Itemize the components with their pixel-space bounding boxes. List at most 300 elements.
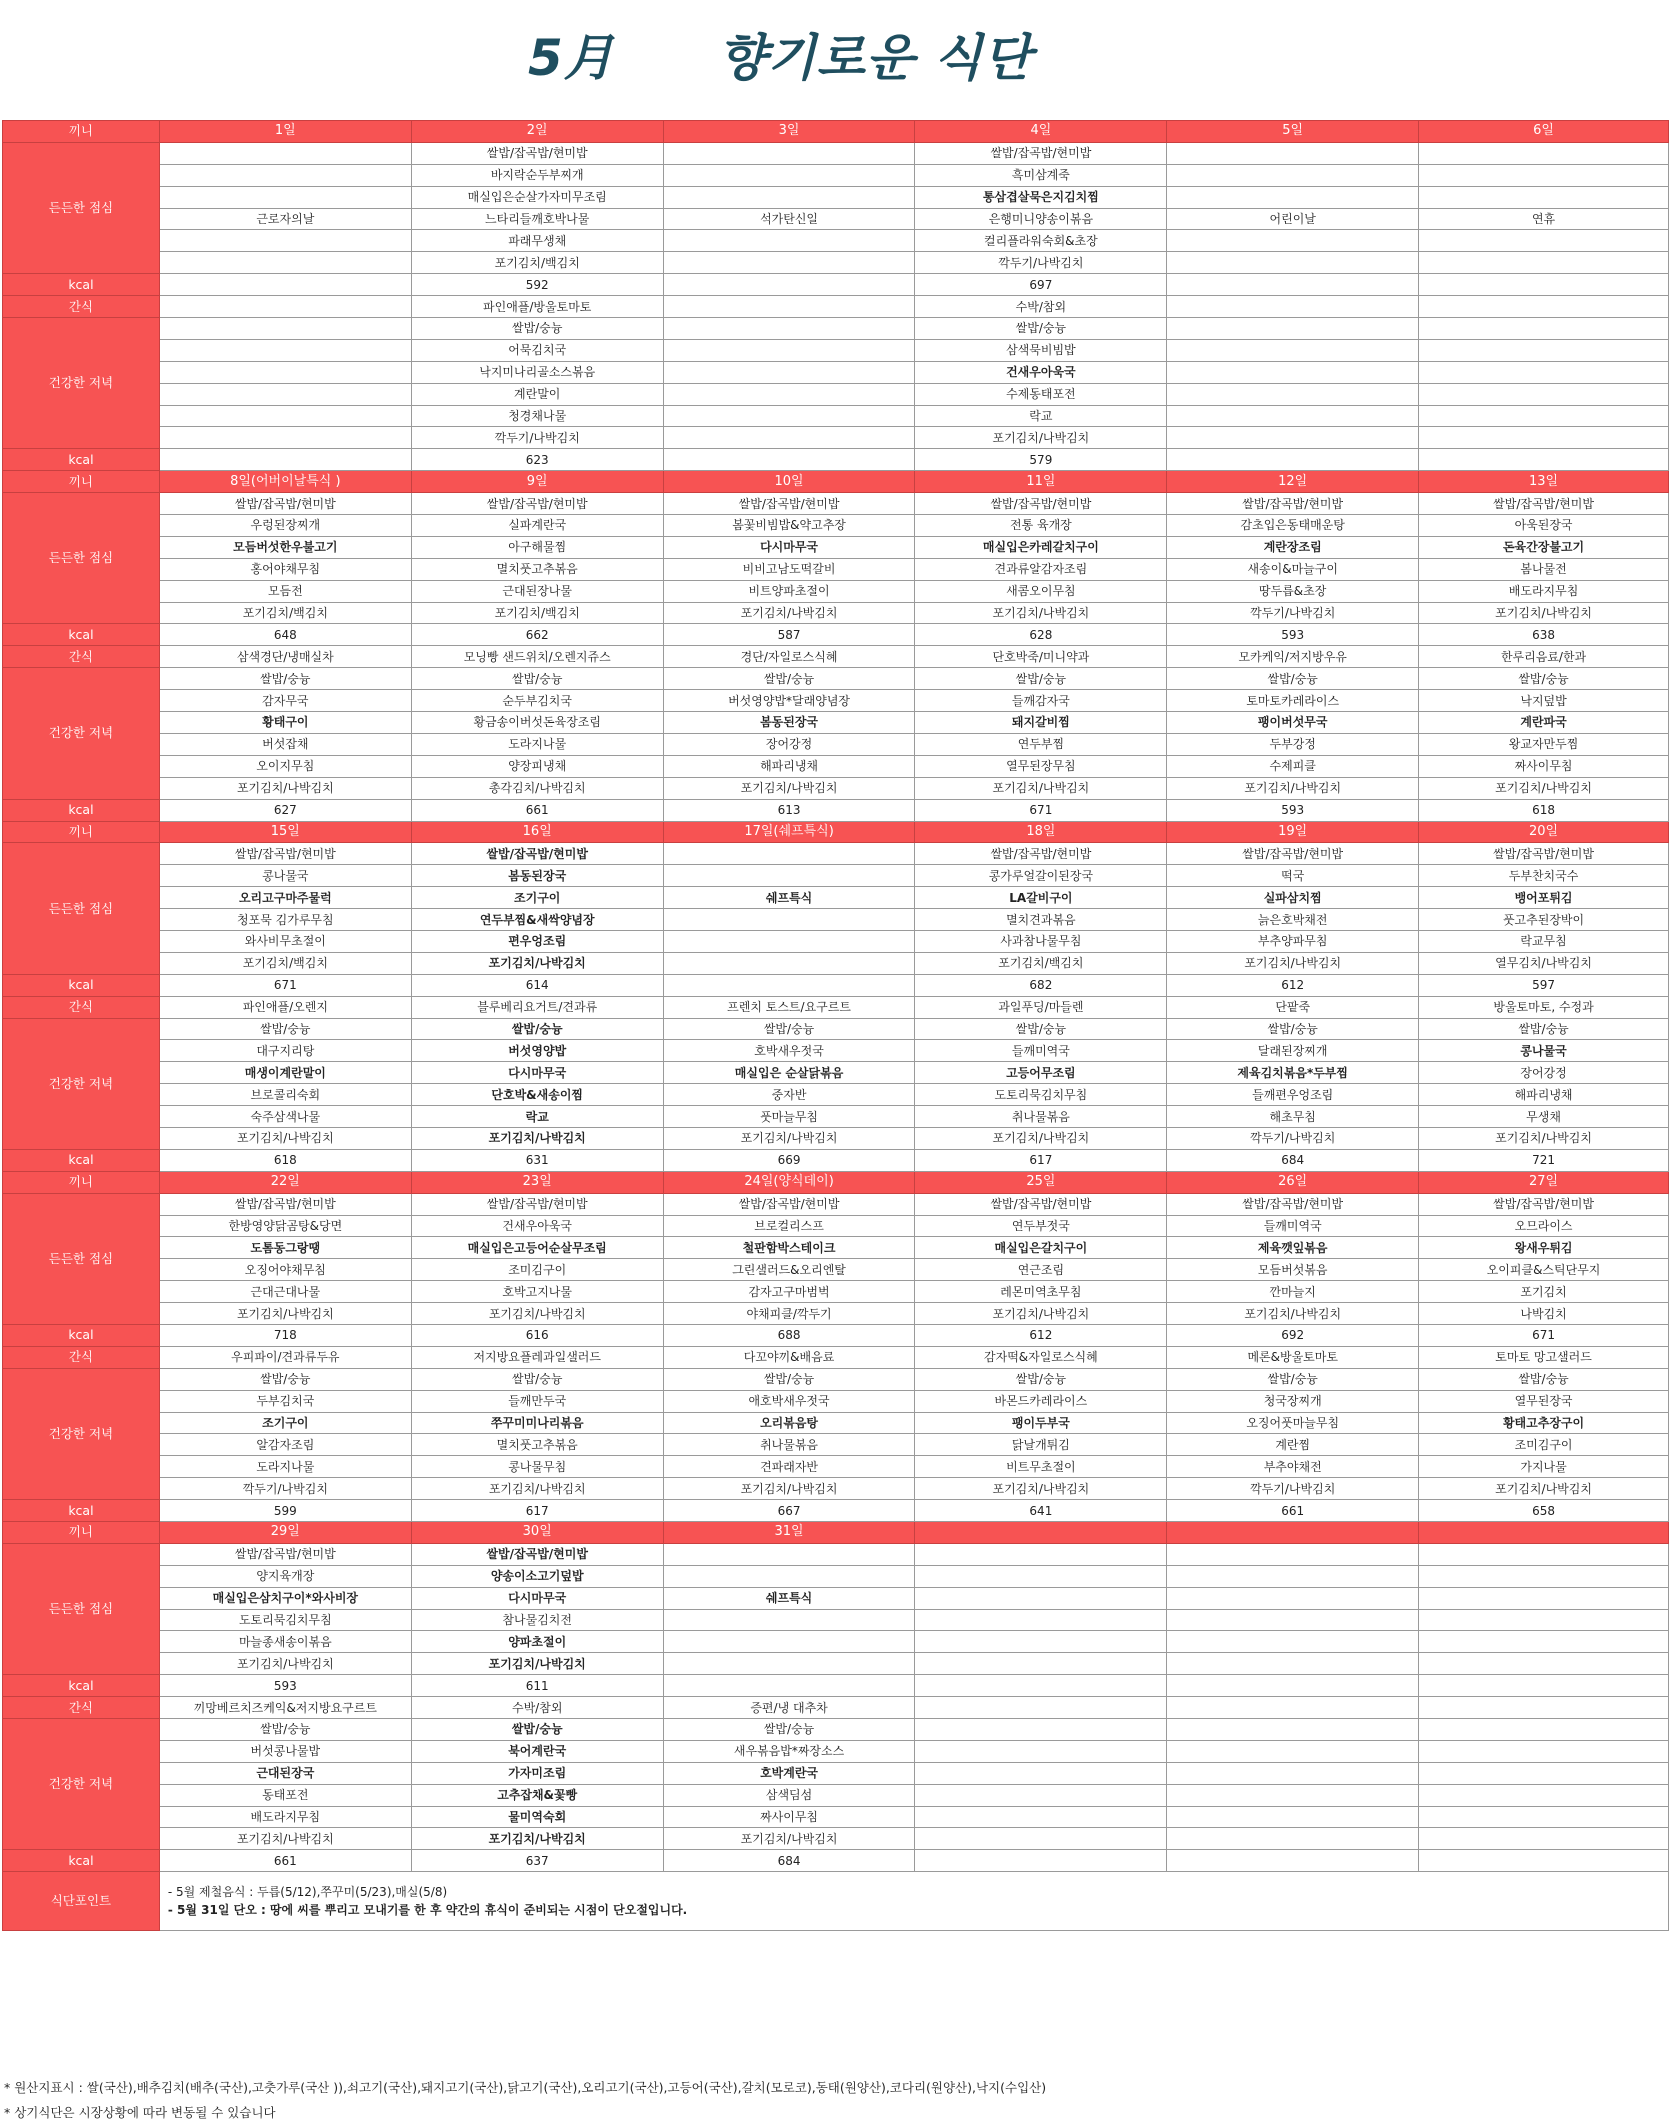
- lunch-item: 연휴: [1419, 208, 1669, 230]
- dinner-item: 포기김치/나박김치: [915, 1478, 1167, 1500]
- dinner-item: 해초무침: [1167, 1106, 1419, 1128]
- dinner-item: [663, 339, 915, 361]
- lunch-item: [1167, 252, 1419, 274]
- kcal-value: 661: [159, 1850, 411, 1872]
- lunch-item: 오므라이스: [1419, 1215, 1669, 1237]
- lunch-item: 떡국: [1167, 865, 1419, 887]
- kcal-value: [663, 274, 915, 296]
- dinner-item: 매생이계란말이: [159, 1062, 411, 1084]
- origin-note: * 원산지표시 : 쌀(국산),배추김치(배추(국산),고춧가루(국산 )),쇠고기(국산),돼지고기(국산),닭고기(국산),오리고기(국산),고등어(국산),갈치(모로코),동태(원양산),코다리(원양산),낙지(수입산): [4, 2080, 1047, 2095]
- dinner-item: 봄동된장국: [663, 712, 915, 734]
- dinner-item: 조미김구이: [1419, 1434, 1669, 1456]
- kcal-value: 627: [159, 799, 411, 821]
- lunch-item: [663, 252, 915, 274]
- lunch-item: 브로컬리스프: [663, 1215, 915, 1237]
- dinner-item: 물미역숙회: [411, 1806, 663, 1828]
- lunch-item: 한방영양닭곰탕&당면: [159, 1215, 411, 1237]
- lunch-item: 쌀밥/잡곡밥/현미밥: [411, 1193, 663, 1215]
- lunch-item: 포기김치/나박김치: [159, 1653, 411, 1675]
- lunch-item: 깐마늘지: [1167, 1281, 1419, 1303]
- lunch-item: 봄동된장국: [411, 865, 663, 887]
- dinner-item: 포기김치/나박김치: [663, 777, 915, 799]
- lunch-item: 포기김치/나박김치: [411, 1653, 663, 1675]
- lunch_kcal-row: [3, 1675, 1669, 1697]
- dinner-item: 도라지나물: [411, 733, 663, 755]
- dinner-item: 쌀밥/숭늉: [915, 668, 1167, 690]
- kcal-label: kcal: [3, 449, 160, 471]
- lunch-item: 근대된장나물: [411, 580, 663, 602]
- lunch-item: [1167, 1631, 1419, 1653]
- dinner-item: 쌀밥/숭늉: [663, 1368, 915, 1390]
- snack-item: 블루베리요거트/견과류: [411, 996, 663, 1018]
- lunch-item: 비트양파초절이: [663, 580, 915, 602]
- lunch-item: 매실입은삼치구이*와사비장: [159, 1587, 411, 1609]
- lunch-row: [3, 1587, 1669, 1609]
- dinner-item: 버섯영양밥: [411, 1040, 663, 1062]
- day-header: 30일: [411, 1522, 663, 1544]
- dinner-item: 들깨편우엉조림: [1167, 1084, 1419, 1106]
- lunch-row: [3, 865, 1669, 887]
- kcal-value: 597: [1419, 974, 1669, 996]
- snack-item: 프렌치 토스트/요구르트: [663, 996, 915, 1018]
- dinner-item: 계란파국: [1419, 712, 1669, 734]
- lunch-item: 양지육개장: [159, 1565, 411, 1587]
- dinner-item: 들깨만두국: [411, 1390, 663, 1412]
- lunch-item: [663, 1653, 915, 1675]
- dinner-item: 취나물볶음: [915, 1106, 1167, 1128]
- dinner-item: [1419, 1784, 1669, 1806]
- lunch-item: 쌀밥/잡곡밥/현미밥: [159, 843, 411, 865]
- lunch-row: [3, 515, 1669, 537]
- dinner-item: 고등어무조림: [915, 1062, 1167, 1084]
- dinner-row: [3, 1784, 1669, 1806]
- lunch-item: 근로자의날: [159, 208, 411, 230]
- dinner-item: 포기김치/나박김치: [1419, 1478, 1669, 1500]
- dinner-item: [159, 405, 411, 427]
- lunch-item: 매실입은고등어순살무조림: [411, 1237, 663, 1259]
- lunch-item: 파래무생채: [411, 230, 663, 252]
- dinner-item: 쌀밥/숭늉: [663, 1018, 915, 1040]
- kcal-value: 617: [915, 1149, 1167, 1171]
- dinner-item: 버섯영양밥*달래양념장: [663, 690, 915, 712]
- dinner-item: 동태포전: [159, 1784, 411, 1806]
- dinner-row: [3, 1106, 1669, 1128]
- lunch-item: 쌀밥/잡곡밥/현미밥: [411, 142, 663, 164]
- kcal-value: 692: [1167, 1324, 1419, 1346]
- snack-item: 파인애플/방울토마토: [411, 296, 663, 318]
- lunch-item: 실파계란국: [411, 515, 663, 537]
- lunch-item: 연근조림: [915, 1259, 1167, 1281]
- day-header: 11일: [915, 471, 1167, 493]
- day-header: [915, 1522, 1167, 1544]
- kcal-value: 618: [1419, 799, 1669, 821]
- lunch_kcal-row: [3, 624, 1669, 646]
- kcal-value: 628: [915, 624, 1167, 646]
- kcal-value: [663, 449, 915, 471]
- lunch-item: [1419, 142, 1669, 164]
- lunch-item: [1419, 1653, 1669, 1675]
- dinner-item: 돼지갈비찜: [915, 712, 1167, 734]
- dinner-item: [1167, 1762, 1419, 1784]
- dinner-item: [1419, 1740, 1669, 1762]
- dinner-item: 부추야채전: [1167, 1456, 1419, 1478]
- lunch-item: 포기김치/나박김치: [411, 1303, 663, 1325]
- dinner-item: 깍두기/나박김치: [411, 427, 663, 449]
- dinner-item: [915, 1828, 1167, 1850]
- lunch-row: [3, 208, 1669, 230]
- lunch-row: [3, 230, 1669, 252]
- dinner-row: [3, 1084, 1669, 1106]
- lunch-item: [915, 1565, 1167, 1587]
- kcal-value: 682: [915, 974, 1167, 996]
- lunch-item: 도토리묵김치무침: [159, 1609, 411, 1631]
- lunch-item: [1419, 1543, 1669, 1565]
- lunch-item: 나박김치: [1419, 1303, 1669, 1325]
- lunch-item: [663, 142, 915, 164]
- dinner-row: [3, 668, 1669, 690]
- kcal-value: [159, 449, 411, 471]
- lunch-item: 포기김치/백김치: [159, 952, 411, 974]
- lunch-item: 포기김치: [1419, 1281, 1669, 1303]
- kcal-label: kcal: [3, 1149, 160, 1171]
- dinner-item: 낙지덮밥: [1419, 690, 1669, 712]
- snack-item: 다꼬야끼&배음료: [663, 1346, 915, 1368]
- dinner-item: [1419, 1828, 1669, 1850]
- week-header-row: [3, 1522, 1669, 1544]
- lunch-item: 뱅어포튀김: [1419, 887, 1669, 909]
- kcal-value: 599: [159, 1500, 411, 1522]
- dinner-item: [915, 1719, 1167, 1741]
- dinner-label: 건강한 저녁: [3, 318, 160, 449]
- lunch-item: 감자고구마범벅: [663, 1281, 915, 1303]
- lunch-row: [3, 1565, 1669, 1587]
- kcal-value: 662: [411, 624, 663, 646]
- dinner-item: 포기김치/나박김치: [915, 427, 1167, 449]
- day-header: 6일: [1419, 121, 1669, 143]
- dinner-label: 건강한 저녁: [3, 1719, 160, 1850]
- kcal-value: 667: [663, 1500, 915, 1522]
- dinner-item: 비트무초절이: [915, 1456, 1167, 1478]
- dinner-item: 쌀밥/숭늉: [1167, 668, 1419, 690]
- lunch-item: 조미김구이: [411, 1259, 663, 1281]
- lunch-item: [1167, 1609, 1419, 1631]
- lunch-item: [663, 1543, 915, 1565]
- day-header: 16일: [411, 821, 663, 843]
- lunch-row: [3, 887, 1669, 909]
- dinner-row: [3, 1806, 1669, 1828]
- lunch-row: [3, 1193, 1669, 1215]
- dinner-row: [3, 712, 1669, 734]
- lunch-item: 계란장조림: [1167, 536, 1419, 558]
- lunch-item: [1167, 230, 1419, 252]
- dinner-item: [663, 427, 915, 449]
- lunch-item: 다시마무국: [411, 1587, 663, 1609]
- kcal-value: 616: [411, 1324, 663, 1346]
- title-month: 5月: [528, 29, 615, 87]
- day-header: 9일: [411, 471, 663, 493]
- dinner-item: 수제피클: [1167, 755, 1419, 777]
- lunch-item: [159, 142, 411, 164]
- page-title: [0, 18, 1669, 90]
- kcal-value: 684: [663, 1850, 915, 1872]
- kcal-value: 587: [663, 624, 915, 646]
- lunch-item: [663, 1565, 915, 1587]
- lunch-row: [3, 1653, 1669, 1675]
- dinner-item: 총각김치/나박김치: [411, 777, 663, 799]
- lunch-item: 쌀밥/잡곡밥/현미밥: [1419, 493, 1669, 515]
- lunch-item: [915, 1609, 1167, 1631]
- snack-item: 감자떡&자일로스식혜: [915, 1346, 1167, 1368]
- dinner-item: 해파리냉채: [663, 755, 915, 777]
- kcal-value: [1419, 449, 1669, 471]
- lunch-item: 멸치견과볶음: [915, 909, 1167, 931]
- kcal-value: [1167, 1675, 1419, 1697]
- dinner-row: [3, 1434, 1669, 1456]
- lunch-item: [1419, 1587, 1669, 1609]
- lunch-item: 포기김치/나박김치: [159, 1303, 411, 1325]
- dinner-item: 계란말이: [411, 383, 663, 405]
- lunch_kcal-row: [3, 1324, 1669, 1346]
- day-header: [1167, 1522, 1419, 1544]
- dinner_kcal-row: [3, 799, 1669, 821]
- snack-item: 토마토 망고샐러드: [1419, 1346, 1669, 1368]
- dinner-item: 가지나물: [1419, 1456, 1669, 1478]
- lunch-item: 쌀밥/잡곡밥/현미밥: [159, 1193, 411, 1215]
- title-text: 향기로운 식단: [718, 29, 1033, 87]
- lunch-item: 호박고지나물: [411, 1281, 663, 1303]
- kcal-value: 697: [915, 274, 1167, 296]
- dinner-item: 무생채: [1419, 1106, 1669, 1128]
- dinner-row: [3, 1040, 1669, 1062]
- lunch-row: [3, 1215, 1669, 1237]
- dinner-item: 쌀밥/숭늉: [663, 1719, 915, 1741]
- lunch-item: 새송이&마늘구이: [1167, 558, 1419, 580]
- dinner-item: 풋마늘무침: [663, 1106, 915, 1128]
- kcal-value: 593: [1167, 799, 1419, 821]
- lunch-row: [3, 142, 1669, 164]
- dinner-item: 포기김치/나박김치: [159, 1828, 411, 1850]
- dinner-row: [3, 1456, 1669, 1478]
- dinner-item: 고추잡채&꽃빵: [411, 1784, 663, 1806]
- lunch-item: 매실입은순살가자미무조림: [411, 186, 663, 208]
- lunch-item: 통삼겹살묵은지김치찜: [915, 186, 1167, 208]
- lunch-item: 모듬버섯볶음: [1167, 1259, 1419, 1281]
- lunch-item: 연두부찜&새싹양념장: [411, 909, 663, 931]
- lunch-item: 야채피클/깍두기: [663, 1303, 915, 1325]
- kcal-value: 671: [915, 799, 1167, 821]
- dinner-item: 어묵김치국: [411, 339, 663, 361]
- dinner-item: 알감자조림: [159, 1434, 411, 1456]
- day-header: 25일: [915, 1171, 1167, 1193]
- dinner-item: 깍두기/나박김치: [1167, 1127, 1419, 1149]
- dinner-item: 락교: [411, 1106, 663, 1128]
- kcal-value: [1167, 274, 1419, 296]
- lunch-item: 바지락순두부찌개: [411, 164, 663, 186]
- dinner-item: 팽이버섯무국: [1167, 712, 1419, 734]
- dinner-item: [663, 383, 915, 405]
- lunch-item: [663, 952, 915, 974]
- dinner-item: 들깨감자국: [915, 690, 1167, 712]
- dinner-item: 짜사이무침: [1419, 755, 1669, 777]
- lunch-item: 비비고남도떡갈비: [663, 558, 915, 580]
- snack-item: 단호박죽/미니약과: [915, 646, 1167, 668]
- meal-label: 끼니: [3, 1171, 160, 1193]
- lunch-item: 오징어야채무침: [159, 1259, 411, 1281]
- dinner-item: [1167, 427, 1419, 449]
- lunch-item: 건새우아욱국: [411, 1215, 663, 1237]
- dinner-item: 쌀밥/숭늉: [915, 1018, 1167, 1040]
- dinner-item: 청국장찌개: [1167, 1390, 1419, 1412]
- dinner-item: [1167, 1740, 1419, 1762]
- lunch-item: 부추양파무침: [1167, 930, 1419, 952]
- dinner-row: [3, 690, 1669, 712]
- lunch-label: 든든한 점심: [3, 1193, 160, 1324]
- lunch-item: 포기김치/나박김치: [1167, 1303, 1419, 1325]
- day-header: 24일(양식데이): [663, 1171, 915, 1193]
- lunch-item: 컬리플라워숙회&초장: [915, 230, 1167, 252]
- lunch-item: [663, 1609, 915, 1631]
- snack-row: [3, 296, 1669, 318]
- dinner-item: 황금송이버섯돈육장조림: [411, 712, 663, 734]
- lunch-item: 은행미니양송이볶음: [915, 208, 1167, 230]
- lunch-item: 연두부젓국: [915, 1215, 1167, 1237]
- lunch-item: 편우엉조림: [411, 930, 663, 952]
- lunch-item: 아구해물찜: [411, 536, 663, 558]
- lunch-item: [663, 909, 915, 931]
- kcal-value: 684: [1167, 1149, 1419, 1171]
- dinner-row: [3, 1368, 1669, 1390]
- dinner-item: 쌀밥/숭늉: [915, 318, 1167, 340]
- lunch-item: 락교무침: [1419, 930, 1669, 952]
- kcal-value: [915, 1850, 1167, 1872]
- dinner-item: 포기김치/나박김치: [411, 1828, 663, 1850]
- lunch-item: 쌀밥/잡곡밥/현미밥: [663, 493, 915, 515]
- lunch-item: 와사비무초절이: [159, 930, 411, 952]
- lunch-item: 느타리들깨호박나물: [411, 208, 663, 230]
- kcal-value: 721: [1419, 1149, 1669, 1171]
- dinner-item: 두부강정: [1167, 733, 1419, 755]
- lunch-row: [3, 602, 1669, 624]
- snack-row: [3, 996, 1669, 1018]
- dinner-item: [915, 1762, 1167, 1784]
- snack-item: [663, 296, 915, 318]
- lunch-item: [663, 843, 915, 865]
- lunch-item: 쌀밥/잡곡밥/현미밥: [915, 1193, 1167, 1215]
- day-header: 27일: [1419, 1171, 1669, 1193]
- dinner-item: 포기김치/나박김치: [1167, 777, 1419, 799]
- snack-row: [3, 1697, 1669, 1719]
- kcal-value: [663, 974, 915, 996]
- dinner-item: 쌀밥/숭늉: [1419, 668, 1669, 690]
- kcal-label: kcal: [3, 1850, 160, 1872]
- dinner-item: 취나물볶음: [663, 1434, 915, 1456]
- dinner-item: 새우볶음밥*짜장소스: [663, 1740, 915, 1762]
- dinner_kcal-row: [3, 1149, 1669, 1171]
- dinner-item: 연두부찜: [915, 733, 1167, 755]
- lunch-item: 오이피클&스틱단무지: [1419, 1259, 1669, 1281]
- kcal-value: 593: [1167, 624, 1419, 646]
- dinner-item: 콩나물국: [1419, 1040, 1669, 1062]
- point-line: - 5월 제철음식 : 두릅(5/12),쭈꾸미(5/23),매실(5/8): [167, 1885, 448, 1900]
- dinner-item: 근대된장국: [159, 1762, 411, 1784]
- lunch-item: 쌀밥/잡곡밥/현미밥: [159, 1543, 411, 1565]
- lunch-row: [3, 536, 1669, 558]
- lunch-item: 석가탄신일: [663, 208, 915, 230]
- meal-label: 끼니: [3, 821, 160, 843]
- lunch-item: [915, 1543, 1167, 1565]
- lunch-label: 든든한 점심: [3, 493, 160, 624]
- dinner-row: [3, 777, 1669, 799]
- snack-item: [1419, 1697, 1669, 1719]
- dinner-item: 다시마무국: [411, 1062, 663, 1084]
- week-header-row: [3, 1171, 1669, 1193]
- meal-label: 끼니: [3, 121, 160, 143]
- dinner-item: 건새우아욱국: [915, 361, 1167, 383]
- dinner-item: [1167, 1784, 1419, 1806]
- day-header: 22일: [159, 1171, 411, 1193]
- dinner-item: 삼색묵비빔밥: [915, 339, 1167, 361]
- lunch-item: 콩나물국: [159, 865, 411, 887]
- point-label: 식단포인트: [3, 1872, 160, 1931]
- dinner-row: [3, 1412, 1669, 1434]
- lunch-item: 깍두기/나박김치: [915, 252, 1167, 274]
- dinner-item: 버섯잡채: [159, 733, 411, 755]
- day-header: 13일: [1419, 471, 1669, 493]
- dinner-item: 포기김치/나박김치: [1419, 1127, 1669, 1149]
- lunch-item: [159, 252, 411, 274]
- day-header: 5일: [1167, 121, 1419, 143]
- kcal-value: 631: [411, 1149, 663, 1171]
- snack-label: 간식: [3, 1697, 160, 1719]
- kcal-value: 661: [1167, 1500, 1419, 1522]
- dinner-item: 바몬드카레라이스: [915, 1390, 1167, 1412]
- dinner-row: [3, 339, 1669, 361]
- kcal-label: kcal: [3, 1675, 160, 1697]
- lunch-item: 쌀밥/잡곡밥/현미밥: [411, 493, 663, 515]
- lunch-item: [159, 230, 411, 252]
- day-header: 10일: [663, 471, 915, 493]
- lunch-item: 새콤오이무침: [915, 580, 1167, 602]
- lunch-item: 포기김치/나박김치: [663, 602, 915, 624]
- kcal-value: 658: [1419, 1500, 1669, 1522]
- dinner-item: 브로콜리숙회: [159, 1084, 411, 1106]
- lunch-item: 쌀밥/잡곡밥/현미밥: [915, 142, 1167, 164]
- kcal-value: [159, 274, 411, 296]
- dinner-item: 포기김치/나박김치: [159, 777, 411, 799]
- day-header: [1419, 1522, 1669, 1544]
- lunch-item: 흑미삼계죽: [915, 164, 1167, 186]
- meal-table: [2, 120, 1669, 1931]
- dinner-row: [3, 1127, 1669, 1149]
- dinner-item: 멸치풋고추볶음: [411, 1434, 663, 1456]
- kcal-value: 593: [159, 1675, 411, 1697]
- lunch-item: 풋고추된장박이: [1419, 909, 1669, 931]
- lunch-item: 쌀밥/잡곡밥/현미밥: [915, 843, 1167, 865]
- dinner-item: [1167, 1719, 1419, 1741]
- dinner-item: 제육김치볶음*두부찜: [1167, 1062, 1419, 1084]
- dinner-item: 삼색딤섬: [663, 1784, 915, 1806]
- lunch-row: [3, 580, 1669, 602]
- dinner-row: [3, 361, 1669, 383]
- lunch-item: [663, 930, 915, 952]
- kcal-value: [1419, 274, 1669, 296]
- lunch-item: 모듬전: [159, 580, 411, 602]
- dinner-item: [1167, 1828, 1419, 1850]
- lunch-item: 포기김치/나박김치: [411, 952, 663, 974]
- dinner-item: 포기김치/나박김치: [1419, 777, 1669, 799]
- kcal-label: kcal: [3, 974, 160, 996]
- lunch-item: [159, 164, 411, 186]
